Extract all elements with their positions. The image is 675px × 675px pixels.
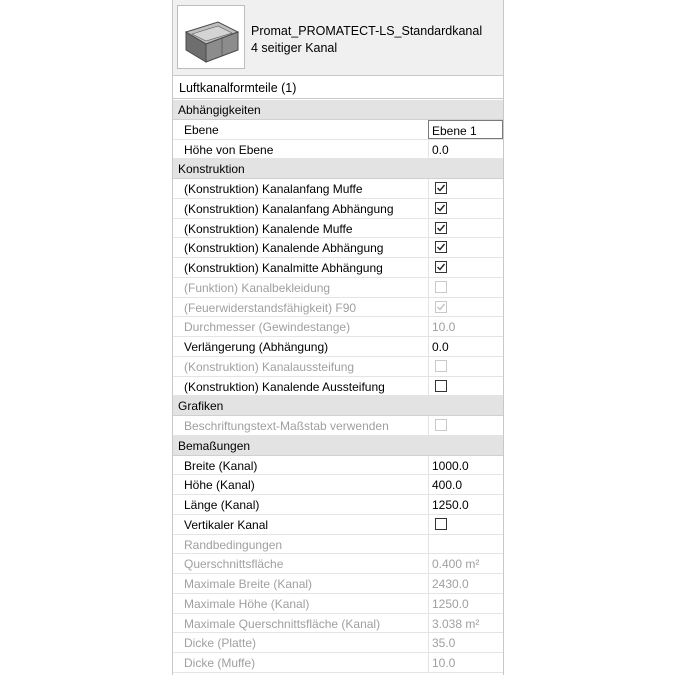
checkbox[interactable] [435, 222, 447, 234]
group-header-bemaßungen[interactable] [173, 436, 503, 456]
property-row [173, 574, 503, 594]
group-header-konstruktion[interactable] [173, 159, 503, 179]
checkbox[interactable] [435, 518, 447, 530]
checkmark-icon [436, 223, 446, 233]
property-row [173, 179, 503, 199]
property-value-field[interactable] [428, 495, 503, 514]
group-header-label: Konstruktion [178, 162, 245, 177]
property-label: (Konstruktion) Kanalende Abhängung [184, 241, 384, 256]
property-checkbox-cell[interactable] [428, 179, 503, 198]
property-checkbox-cell[interactable] [428, 377, 503, 396]
type-family-name: Promat_PROMATECT-LS_Standardkanal [251, 24, 483, 38]
property-row [173, 317, 503, 337]
checkbox [435, 301, 447, 313]
group-header-abhängigkeiten[interactable] [173, 100, 503, 120]
type-name: 4 seitiger Kanal [251, 41, 338, 55]
property-label: Breite (Kanal) [184, 458, 258, 473]
property-value: Ebene 1 [432, 123, 477, 138]
duct-icon [177, 5, 245, 69]
property-row [173, 278, 503, 298]
property-row [173, 653, 503, 673]
property-label: (Funktion) Kanalbekleidung [184, 280, 331, 295]
property-row [173, 298, 503, 318]
property-value: 2430.0 [432, 577, 469, 591]
property-row [173, 554, 503, 574]
property-row [173, 633, 503, 653]
checkbox[interactable] [435, 241, 447, 253]
group-header-label: Bemaßungen [178, 438, 251, 453]
property-row [173, 456, 503, 476]
type-selector[interactable] [173, 0, 503, 76]
property-row [173, 614, 503, 634]
property-label: (Feuerwiderstandsfähigkeit) F90 [184, 300, 357, 315]
property-label: (Konstruktion) Kanalende Muffe [184, 221, 353, 236]
properties-panel [172, 0, 504, 675]
property-value-field [428, 554, 503, 573]
property-row [173, 337, 503, 357]
property-label: Vertikaler Kanal [184, 517, 269, 532]
property-label: Verlängerung (Abhängung) [184, 340, 329, 354]
property-label: Ebene [184, 122, 219, 137]
property-row [173, 495, 503, 515]
property-value-field [428, 633, 503, 652]
property-label: Dicke (Muffe) [184, 656, 256, 670]
checkbox [435, 281, 447, 293]
property-row [173, 357, 503, 377]
property-value: 0.0 [432, 340, 449, 354]
property-checkbox-cell [428, 298, 503, 317]
property-label: (Konstruktion) Kanalanfang Muffe [184, 182, 363, 196]
checkmark-icon [436, 262, 446, 272]
property-row [173, 377, 503, 397]
property-value-field[interactable] [428, 475, 503, 494]
property-label: Maximale Höhe (Kanal) [184, 596, 310, 611]
checkmark-icon [436, 302, 446, 312]
property-label: (Konstruktion) Kanalanfang Abhängung [184, 201, 394, 216]
checkmark-icon [436, 242, 446, 252]
property-row [173, 258, 503, 278]
group-header-grafiken[interactable] [173, 396, 503, 416]
property-label: Querschnittsfläche [184, 557, 284, 572]
property-value: 1000.0 [432, 458, 469, 473]
property-row [173, 140, 503, 160]
instance-selector-label: Luftkanalformteile (1) [179, 81, 297, 95]
property-value-field [428, 594, 503, 613]
property-label: Länge (Kanal) [184, 498, 260, 512]
property-value-field [428, 317, 503, 336]
instance-selector-dropdown[interactable] [173, 77, 503, 99]
property-row [173, 238, 503, 258]
property-checkbox-cell[interactable] [428, 199, 503, 218]
checkbox[interactable] [435, 380, 447, 392]
property-value-field[interactable] [428, 120, 503, 139]
checkbox[interactable] [435, 182, 447, 194]
property-checkbox-cell[interactable] [428, 258, 503, 277]
property-label: Höhe (Kanal) [184, 478, 255, 493]
property-row [173, 219, 503, 239]
property-value-field[interactable] [428, 337, 503, 356]
property-row [173, 515, 503, 535]
property-label: Durchmesser (Gewindestange) [184, 320, 351, 335]
checkbox [435, 419, 447, 431]
property-value: 400.0 [432, 478, 463, 493]
checkbox[interactable] [435, 261, 447, 273]
property-checkbox-cell [428, 357, 503, 376]
property-label: (Konstruktion) Kanalmitte Abhängung [184, 261, 383, 275]
property-row [173, 594, 503, 614]
property-label: Maximale Breite (Kanal) [184, 577, 313, 591]
property-checkbox-cell[interactable] [428, 219, 503, 238]
property-checkbox-cell [428, 278, 503, 297]
property-label: Beschriftungstext-Maßstab verwenden [184, 419, 389, 433]
property-checkbox-cell[interactable] [428, 515, 503, 534]
group-header-label: Abhängigkeiten [178, 103, 261, 117]
property-value: 0.400 m² [432, 557, 480, 572]
property-row [173, 416, 503, 436]
checkmark-icon [436, 183, 446, 193]
property-row [173, 535, 503, 555]
property-value: 10.0 [432, 656, 456, 670]
property-grid [173, 100, 503, 673]
property-row [173, 199, 503, 219]
property-label: Dicke (Platte) [184, 636, 257, 651]
checkbox[interactable] [435, 202, 447, 214]
checkmark-icon [436, 203, 446, 213]
property-value-field [428, 535, 503, 554]
property-checkbox-cell[interactable] [428, 238, 503, 257]
property-value-field [428, 653, 503, 672]
property-value: 35.0 [432, 636, 456, 651]
group-header-label: Grafiken [178, 399, 224, 414]
property-label: (Konstruktion) Kanalende Aussteifung [184, 379, 385, 394]
property-value-field[interactable] [428, 140, 503, 159]
property-value: 1250.0 [432, 498, 469, 512]
property-value: 3.038 m² [432, 616, 480, 631]
property-label: Höhe von Ebene [184, 142, 274, 157]
property-checkbox-cell [428, 416, 503, 435]
property-row [173, 475, 503, 495]
property-label: (Konstruktion) Kanalaussteifung [184, 359, 355, 374]
property-label: Maximale Querschnittsfläche (Kanal) [184, 616, 381, 631]
property-value-field [428, 614, 503, 633]
property-row [173, 120, 503, 140]
property-value: 1250.0 [432, 596, 469, 611]
property-value-field [428, 574, 503, 593]
property-label: Randbedingungen [184, 537, 283, 552]
property-value-field[interactable] [428, 456, 503, 475]
property-value: 10.0 [432, 320, 456, 335]
property-value: 0.0 [432, 142, 449, 157]
checkbox [435, 360, 447, 372]
